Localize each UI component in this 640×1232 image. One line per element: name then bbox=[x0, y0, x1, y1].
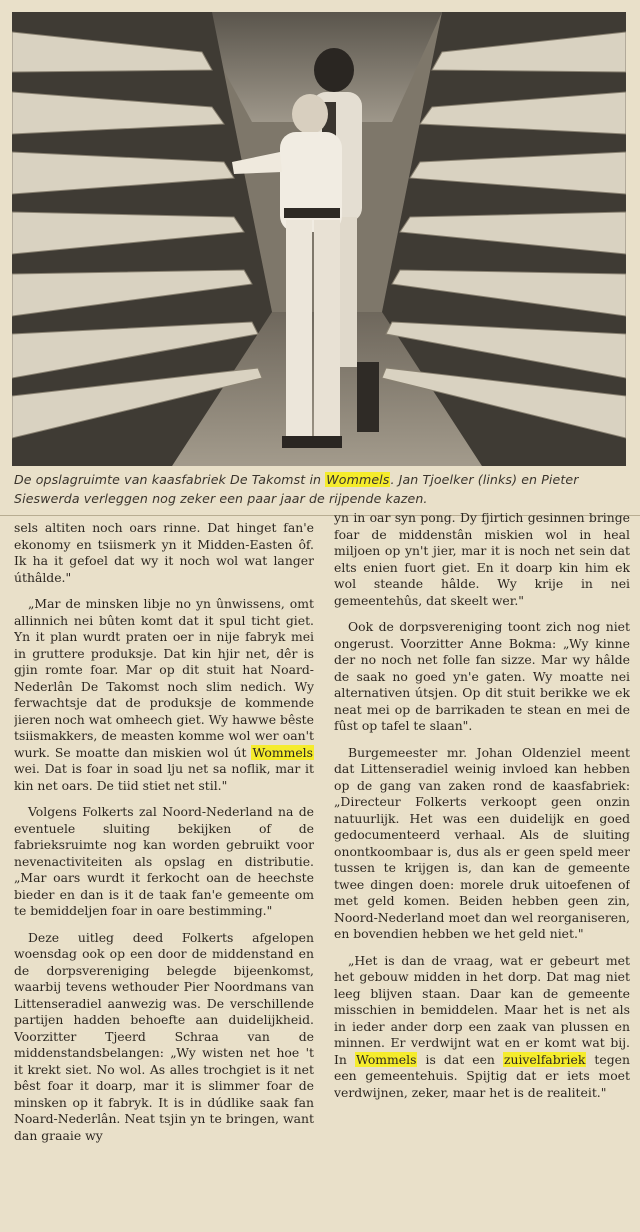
paragraph-text: „Het is dan de vraag, wat er gebeurt met het gebouw midden in het dorp. Dat mag niet leeg blijven staan. Daar kan de gemeente misschien in bemiddelen. Maar het is net als in ieder ander dorp een zaak van plussen en minnen. Er verdwijnt wat en er komt wat bij. In bbox=[334, 952, 630, 1067]
paragraph-text: tegen een gemeentehuis. Spijtig dat er iets moet verdwijnen, zeker, maar het is de realiteit." bbox=[334, 1051, 630, 1100]
highlight-wommels: Wommels bbox=[355, 1051, 417, 1067]
paragraph: sels altiten noch oars rinne. Dat hinget fan'e ekonomy en tsiismerk yn it Midden-Easten ôf. Ik ha it gefoel dat wy it noch wol wat langer úthâlde." bbox=[14, 520, 314, 585]
highlight-wommels: Wommels bbox=[326, 472, 390, 487]
paragraph-text: wei. Dat is foar in soad lju net sa noflik, mar it kin net oars. De tiid stiet net stil." bbox=[14, 761, 314, 793]
article-column-right bbox=[334, 510, 630, 1232]
paragraph-text: „Mar de minsken libje no yn ûnwissens, omt allinnich nei bûten komt dat it spul ticht giet. Yn it plan wurdt praten oer in nije fabryk mei in gruttere produksje. Dat kin hjir net, dêr is gjin romte foar. Mar op dit stuit hat Noard-Nederlân De Takomst noch slim nedich. Wy ferwachtsje dat de produksje de kommende jieren noch wat omheech giet. Wy hawwe bêste tsiismakkers, de measten komme wol wer oan't wurk. Se moatte dan miskien wol út bbox=[14, 596, 314, 760]
caption-text-1: De opslagruimte van kaasfabriek De Takomst in bbox=[14, 472, 326, 487]
paragraph: Burgemeester mr. Johan Oldenziel meent dat Littenseradiel weinig invloed kan hebben op de gang van zaken rond de kaasfabriek: „Directeur Folkerts verkoopt geen onzin natuurlijk. Het was een duidelijk en goed gedocumenteerd verhaal. Als de sluiting onontkoombaar is, dus als er geen speld meer tussen te krijgen is, dan kan de gemeente twee dingen doen: morele druk uitoefenen of met geld komen. Beiden hebben geen zin, Noord-Nederland moet dan wel reorganiseren, en bovendien hebben we het geld niet." bbox=[334, 744, 630, 941]
highlight-wommels: Wommels bbox=[252, 744, 313, 760]
paragraph-text: is dat een bbox=[417, 1051, 503, 1067]
paragraph: Deze uitleg deed Folkerts afgelopen woensdag ook op een door de middenstand en de dorpsvereniging belegde bijeenkomst, waarbij tevens wethouder Pier Noordmans van Littenseradiel aanwezig was. De verschillende partijen hadden behoefte aan duidelijkheid. Voorzitter Tjeerd Schraa van de middenstandsbelangen: „Wy wisten net hoe 't it krekt siet. No wol. As alles trochgiet is it net bêst foar it doarp, mar it is slimmer foar de minsken op it fabryk. It is in dúdlike saak fan Noard-Nederlân. Neat tsjin yn te bringen, want dan graaie wy bbox=[14, 929, 314, 1143]
highlight-zuivelfabriek: zuivelfabriek bbox=[503, 1051, 586, 1067]
photo-illustration bbox=[12, 12, 626, 466]
photo-caption bbox=[14, 470, 628, 508]
article-column-left bbox=[14, 520, 314, 1232]
paragraph: Ook de dorpsvereniging toont zich nog niet ongerust. Voorzitter Anne Bokma: „Wy kinne der no noch net folle fan sizze. Mar wy hâlde de saak no goed yn'e gaten. Wy moatte nei alternativen útsjen. Op dit stuit berikke we ek neat mei op de barrikaden te stean en mei de fûst op tafel te slaan". bbox=[334, 619, 630, 733]
paragraph bbox=[334, 953, 630, 1102]
caption-text-2: . Jan Tjoelker (links) en Pieter Sieswerda verleggen nog zeker een paar jaar de rijpende kazen. bbox=[14, 472, 579, 506]
paragraph: yn in oar syn pong. Dy fjirtich gesinnen bringe foar de middenstân miskien wol in heal miljoen op yn't jier, mar it is noch net sein dat elts enien fuort giet. En it doarp kin him ek wol steande hâlde. Wy krije in nei gemeentehûs, dat skeelt wer." bbox=[334, 510, 630, 608]
paragraph bbox=[14, 596, 314, 794]
cheese-warehouse-photo bbox=[12, 12, 626, 466]
paragraph: Volgens Folkerts zal Noord-Nederland na de eventuele sluiting bekijken of de fabrieksruimte nog kan worden gebruikt voor nevenactiviteiten als opslag en distributie. „Mar oars wurdt it ferkocht oan de heechste bieder en dan is it de taak fan'e gemeente om te bemiddeljen foar in oare bestimming." bbox=[14, 804, 314, 918]
